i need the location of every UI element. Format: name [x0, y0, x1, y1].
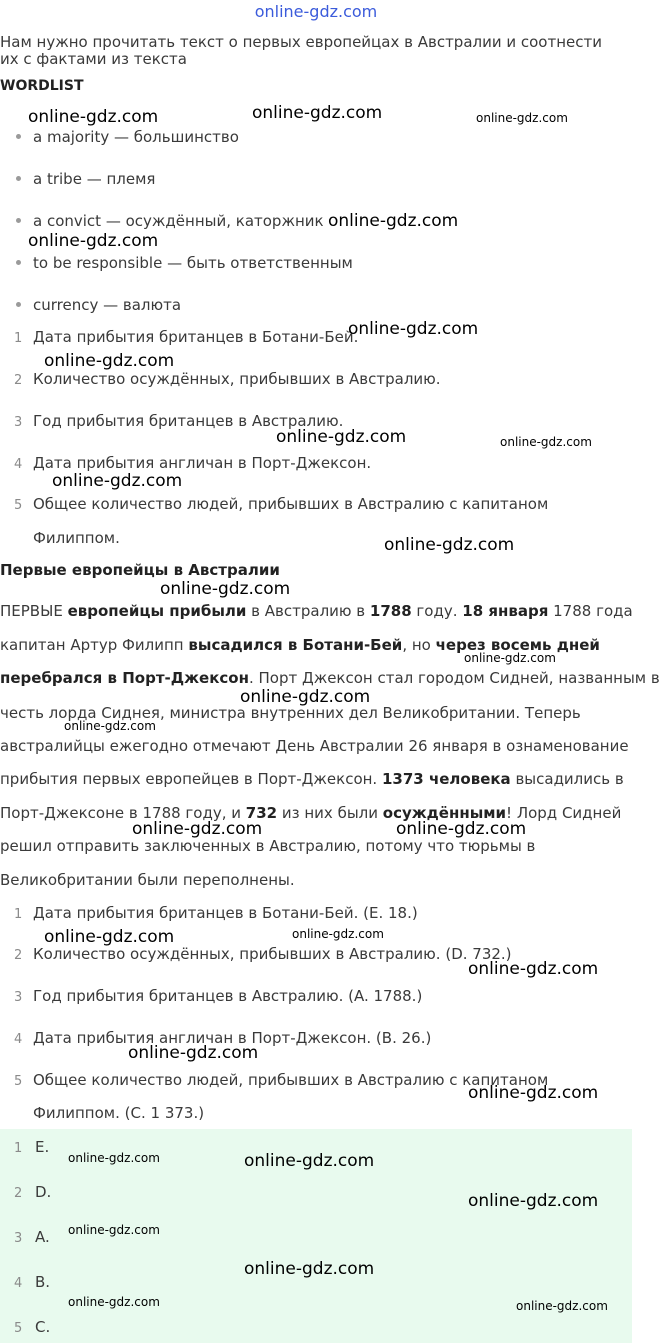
watermark: online-gdz.com: [28, 231, 159, 251]
question-item-continuation: Филиппом.: [33, 529, 120, 547]
text-run: капитан Артур Филипп: [0, 636, 189, 654]
watermark: online-gdz.com: [500, 435, 592, 449]
intro-cut-line: [0, 50, 632, 70]
watermark: online-gdz.com: [128, 1043, 259, 1063]
watermark: online-gdz.com: [132, 819, 263, 839]
watermark: online-gdz.com: [244, 1259, 375, 1279]
bold-run: 1373 человека: [381, 770, 511, 788]
watermark: online-gdz.com: [244, 1151, 375, 1171]
text-run: в Австралию в: [246, 602, 370, 620]
site-title: online-gdz.com: [254, 2, 378, 21]
question-item: 5 Общее количество людей, прибывших в Австралию с капитаном: [14, 495, 549, 513]
answer-item: 2 D.: [14, 1183, 52, 1201]
answer-item: 5 C.: [14, 1318, 51, 1336]
watermark: online-gdz.com: [328, 211, 459, 231]
watermark: online-gdz.com: [52, 471, 183, 491]
watermark: online-gdz.com: [292, 927, 384, 941]
text-run: , но: [402, 636, 436, 654]
watermark: online-gdz.com: [468, 1191, 599, 1211]
answered-item: 3 Год прибытия британцев в Австралию. (A. 1788.): [14, 987, 423, 1005]
text-run: году.: [411, 602, 463, 620]
answer-item: 3 A.: [14, 1228, 50, 1246]
watermark: online-gdz.com: [44, 351, 175, 371]
wordlist-item: a majority — большинство: [16, 128, 239, 146]
text-heading: Первые европейцы в Австралии: [0, 561, 280, 579]
watermark: online-gdz.com: [64, 719, 156, 733]
paragraph-line: [0, 871, 295, 889]
text-run: высадились в: [510, 770, 624, 788]
watermark: online-gdz.com: [468, 1083, 599, 1103]
wordlist-title: WORDLIST: [0, 78, 84, 94]
watermark: online-gdz.com: [276, 427, 407, 447]
watermark: online-gdz.com: [252, 103, 383, 123]
watermark: online-gdz.com: [464, 651, 556, 665]
watermark: online-gdz.com: [348, 319, 479, 339]
question-item: 3 Год прибытия британцев в Австралию.: [14, 412, 344, 430]
watermark: online-gdz.com: [468, 959, 599, 979]
wordlist-item: to be responsible — быть ответственным: [16, 254, 353, 272]
wordlist-item: a tribe — племя: [16, 170, 155, 188]
bullet-icon: [16, 302, 21, 307]
watermark: online-gdz.com: [68, 1223, 160, 1237]
bullet-icon: [16, 260, 21, 265]
question-item: 1 Дата прибытия британцев в Ботани-Бей.: [14, 328, 359, 346]
text-run: прибытия первых европейцев в Порт-Джексон.: [0, 770, 382, 788]
paragraph-line: [0, 602, 633, 620]
text-run: австралийцы ежегодно отмечают День Австралии 26 января в ознаменование: [0, 737, 629, 755]
text-run: из них были: [277, 804, 383, 822]
watermark: online-gdz.com: [68, 1295, 160, 1309]
text-run: решил отправить заключенных в Австралию, потому что тюрьмы в: [0, 837, 536, 855]
answered-item-continuation: Филиппом. (C. 1 373.): [33, 1104, 205, 1122]
intro-text: Нам нужно прочитать текст о первых европейцах в Австралии и соотнести: [0, 33, 602, 51]
text-run: ПЕРВЫЕ: [0, 602, 68, 620]
bold-run: через восемь дней: [435, 636, 600, 654]
question-item: 4 Дата прибытия англичан в Порт-Джексон.: [14, 454, 372, 472]
text-run: ! Лорд Сидней: [506, 804, 622, 822]
watermark: online-gdz.com: [396, 819, 527, 839]
question-item: 2 Количество осуждённых, прибывших в Австралию.: [14, 370, 441, 388]
answer-item: 4 B.: [14, 1273, 51, 1291]
bold-run: 732: [245, 804, 278, 822]
text-run: Порт-Джексоне в 1788 году, и: [0, 804, 246, 822]
answer-item: 1 E.: [14, 1138, 50, 1156]
bullet-icon: [16, 176, 21, 181]
watermark: online-gdz.com: [476, 111, 568, 125]
text-run: . Порт Джексон стал городом Сидней, названным в: [248, 669, 660, 687]
watermark: online-gdz.com: [68, 1151, 160, 1165]
watermark: online-gdz.com: [516, 1299, 608, 1313]
text-run: честь лорда Сиднея, министра внутренних дел Великобритании. Теперь: [0, 704, 581, 722]
bullet-icon: [16, 218, 21, 223]
answered-item: 5 Общее количество людей, прибывших в Австралию с капитаном: [14, 1071, 549, 1089]
text-run: 1788 года: [548, 602, 633, 620]
watermark: online-gdz.com: [44, 927, 175, 947]
intro-cut-text: их с фактами из текста: [0, 50, 187, 68]
text-run: Великобритании были переполнены.: [0, 871, 295, 889]
bullet-icon: [16, 134, 21, 139]
bold-run: 1788: [369, 602, 412, 620]
bold-run: 18 января: [462, 602, 549, 620]
paragraph-line: [0, 837, 535, 855]
answered-item: 2 Количество осуждённых, прибывших в Австралию. (D. 732.): [14, 945, 512, 963]
bold-run: европейцы прибыли: [67, 602, 247, 620]
paragraph-line: [0, 669, 660, 687]
watermark: online-gdz.com: [28, 107, 159, 127]
answered-item: 1 Дата прибытия британцев в Ботани-Бей. (E. 18.): [14, 904, 418, 922]
bold-run: осуждёнными: [382, 804, 507, 822]
watermark: online-gdz.com: [240, 687, 371, 707]
paragraph-line: [0, 737, 629, 755]
watermark: online-gdz.com: [384, 535, 515, 555]
wordlist-item: currency — валюта: [16, 296, 181, 314]
paragraph-line: [0, 770, 624, 788]
paragraph-line: [0, 804, 621, 822]
watermark: online-gdz.com: [160, 579, 291, 599]
wordlist-item: a convict — осуждённый, каторжник: [16, 212, 324, 230]
answered-item: 4 Дата прибытия англичан в Порт-Джексон. (B. 26.): [14, 1029, 432, 1047]
bold-run: перебрался в Порт-Джексон: [0, 669, 249, 687]
bold-run: высадился в Ботани-Бей: [188, 636, 403, 654]
